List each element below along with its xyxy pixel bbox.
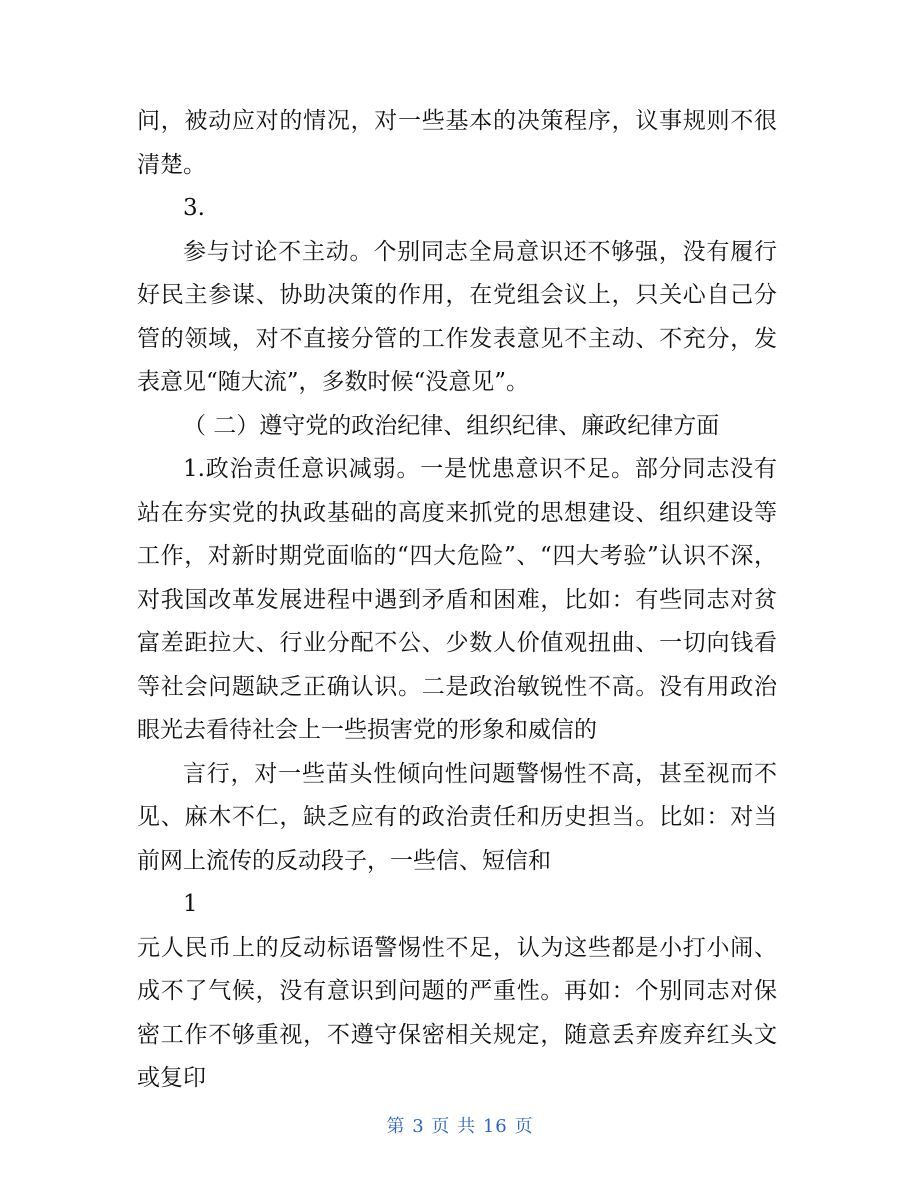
- paragraph-7: 1: [183, 891, 198, 917]
- paragraph-8: 元人民币上的反动标语警惕性不足，认为这些都是小打小闹、成不了气候，没有意识到问题的严重性。再如：个别同志对保密工作不够重视，不遵守保密相关规定，随意丢弃废弃红头文或复印: [137, 934, 777, 1091]
- paragraph-2: 3.: [183, 195, 205, 221]
- page-footer: 第 3 页 共 16 页: [386, 1116, 534, 1137]
- paragraph-6: 言行，对一些苗头性倾向性问题警惕性不高，甚至视而不见、麻木不仁，缺乏应有的政治责任和历史担当。比如：对当前网上流传的反动段子，一些信、短信和: [137, 760, 777, 874]
- paragraph-5: 1.政治责任意识减弱。一是忧患意识不足。部分同志没有站在夯实党的执政基础的高度来抓党的思想建设、组织建设等工作，对新时期党面临的“四大危险”、“四大考验”认识不深，对我国改革发展进程中遇到矛盾和困难，比如：有些同志对贫富差距拉大、行业分配不公、少数人价值观扭曲、一切向钱看等社会问题缺乏正确认识。二是政治敏锐性不高。没有用政治眼光去看待社会上一些损害党的形象和威信的: [137, 456, 777, 743]
- paragraph-3: 参与讨论不主动。个别同志全局意识还不够强，没有履行好民主参谋、协助决策的作用，在党组会议上，只关心自己分管的领域，对不直接分管的工作发表意见不主动、不充分，发表意见“随大流”，多数时候“没意见”。: [137, 238, 777, 395]
- document-body: [137, 100, 777, 1101]
- paragraph-1: 问，被动应对的情况，对一些基本的决策程序，议事规则不很清楚。: [137, 108, 777, 178]
- section-heading: （ 二）遵守党的政治纪律、组织纪律、廉政纪律方面: [183, 412, 720, 439]
